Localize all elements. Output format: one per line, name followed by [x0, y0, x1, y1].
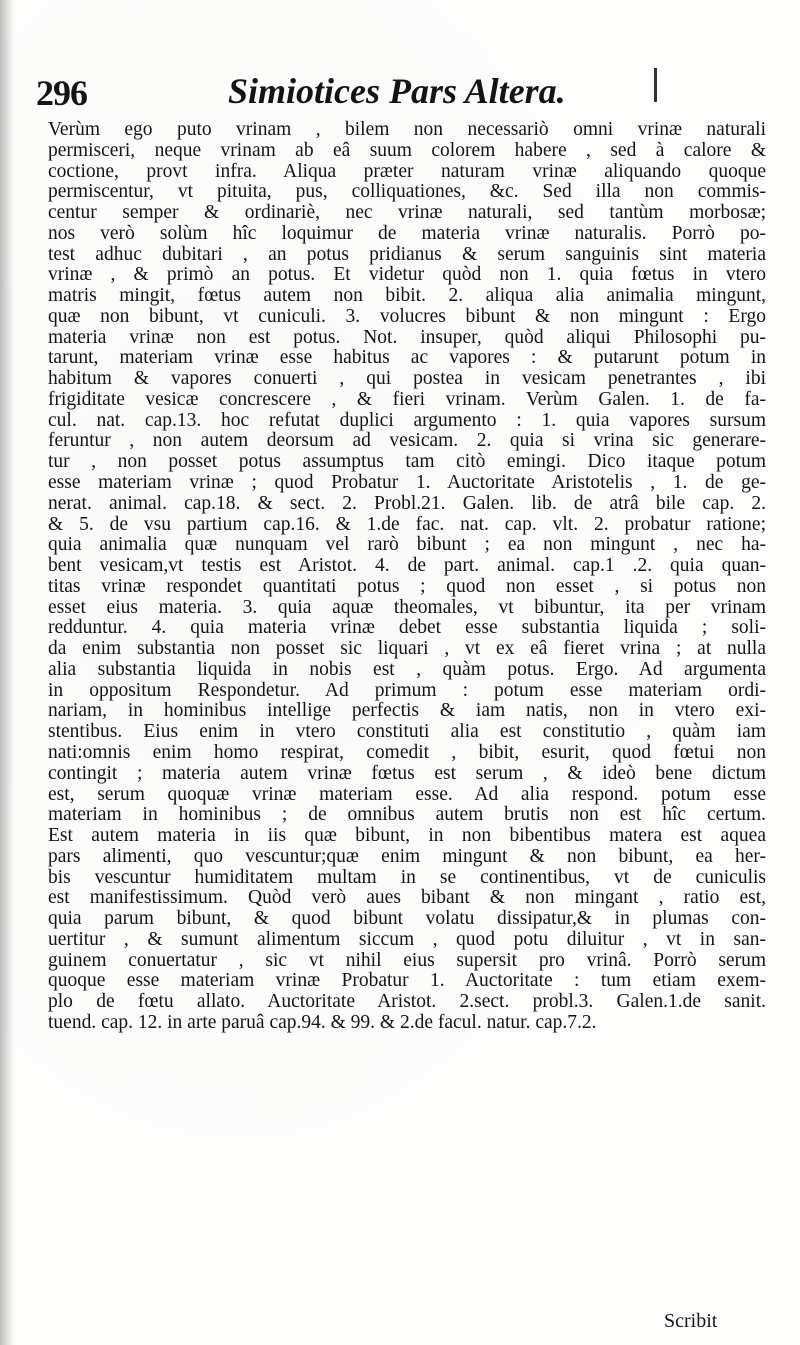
text-line: test adhuc dubitari , an potus pridianus & serum sanguinis sint materia	[48, 244, 766, 265]
text-line: uertitur , & sumunt alimentum siccum , quod potu diluitur , vt in san-	[48, 929, 766, 950]
text-line: est manifestissimum. Quòd verò aues bibant & non mingant , ratio est,	[48, 888, 766, 909]
text-line: redduntur. 4. quia materia vrinæ debet esse substantia liquida ; soli-	[48, 618, 766, 639]
text-line: in oppositum Respondetur. Ad primum : potum esse materiam ordi-	[48, 680, 766, 701]
text-line: plo de fœtu allato. Auctoritate Aristot. 2.sect. probl.3. Galen.1.de sanit.	[48, 992, 766, 1013]
text-line: matris mingit, fœtus autem non bibit. 2. aliqua alia animalia mingunt,	[48, 286, 766, 307]
text-line: quæ non bibunt, vt cuniculi. 3. volucres bibunt & non mingunt : Ergo	[48, 306, 766, 327]
text-line: titas vrinæ respondet quantitati potus ; quod non esset , si potus non	[48, 576, 766, 597]
text-line: permiscentur, vt pituita, pus, colliquationes, &c. Sed illa non commis-	[48, 182, 766, 203]
catchword: Scribit	[664, 1310, 718, 1332]
text-line: pars alimenti, quo vescuntur;quæ enim mingunt & non bibunt, ea her-	[48, 846, 766, 867]
text-line: habitum & vapores conuerti , qui postea in vesicam penetrantes , ibi	[48, 369, 766, 390]
text-line: esse materiam vrinæ ; quod Probatur 1. Auctoritate Aristotelis , 1. de ge-	[48, 473, 766, 494]
page-gutter-shadow	[0, 0, 14, 1345]
text-line: bent vesicam,vt testis est Aristot. 4. de part. animal. cap.1 .2. quia quan-	[48, 556, 766, 577]
page-number: 296	[36, 73, 87, 113]
text-line: quoque esse materiam vrinæ Probatur 1. Auctoritate : tum etiam exem-	[48, 971, 766, 992]
text-line: stentibus. Eius enim in vtero constituti alia est constitutio , quàm iam	[48, 722, 766, 743]
text-line: quia parum bibunt, & quod bibunt volatu dissipatur,& in plumas con-	[48, 909, 766, 930]
text-line: & 5. de vsu partium cap.16. & 1.de fac. nat. cap. vlt. 2. probatur ratione;	[48, 514, 766, 535]
page-header	[32, 66, 772, 114]
text-line: Est autem materia in iis quæ bibunt, in non bibentibus matera est aquea	[48, 826, 766, 847]
text-line: materia vrinæ non est potus. Not. insuper, quòd aliqui Philosophi pu-	[48, 327, 766, 348]
text-line: est, serum quoquæ vrinæ materiam esse. Ad alia respond. potum esse	[48, 784, 766, 805]
text-line: tur , non posset potus assumptus tam citò emingi. Dico itaque potum	[48, 452, 766, 473]
text-line: permisceri, neque vrinam ab eâ suum colorem habere , sed à calore &	[48, 140, 766, 161]
text-line: tuend. cap. 12. in arte paruâ cap.94. & 99. & 2.de facul. natur. cap.7.2.	[48, 1012, 597, 1033]
text-line: guinem conuertatur , sic vt nihil eius supersit pro vrinâ. Porrò serum	[48, 950, 766, 971]
text-line: cul. nat. cap.13. hoc refutat duplici argumento : 1. quia vapores sursum	[48, 410, 766, 431]
text-line: contingit ; materia autem vrinæ fœtus est serum , & ideò bene dictum	[48, 763, 766, 784]
text-line: nati:omnis enim homo respirat, comedit , bibit, esurit, quod fœtui non	[48, 742, 766, 763]
text-line: nos verò solùm hîc loquimur de materia vrinæ naturalis. Porrò po-	[48, 223, 766, 244]
running-head: Simiotices Pars Altera.	[228, 71, 566, 111]
text-line: centur semper & ordinariè, nec vrinæ naturali, sed tantùm morbosæ;	[48, 203, 766, 224]
text-line: nariam, in hominibus intellige perfectis & iam natis, non in vtero exi-	[48, 701, 766, 722]
text-line: feruntur , non autem deorsum ad vesicam. 2. quia si vrina sic generare-	[48, 431, 766, 452]
text-line: vrinæ , & primò an potus. Et videtur quòd non 1. quia fœtus in vtero	[48, 265, 766, 286]
text-line: materiam in hominibus ; de omnibus autem brutis non est hîc certum.	[48, 805, 766, 826]
text-line: esset eius materia. 3. quia aquæ theomales, vt bibuntur, ita per vrinam	[48, 597, 766, 618]
text-line: da enim substantia non posset sic liquari , vt ex eâ fieret vrina ; at nulla	[48, 639, 766, 660]
text-line: tarunt, materiam vrinæ esse habitus ac vapores : & putarunt potum in	[48, 348, 766, 369]
text-line: nerat. animal. cap.18. & sect. 2. Probl.21. Galen. lib. de atrâ bile cap. 2.	[48, 493, 766, 514]
text-line: frigiditate vesicæ concrescere , & fieri vrinam. Verùm Galen. 1. de fa-	[48, 389, 766, 410]
header-rule-mark	[654, 68, 657, 102]
text-line: bis vescuntur humiditatem multam in se continentibus, vt de cuniculis	[48, 867, 766, 888]
text-line: coctione, provt infra. Aliqua præter naturam vrinæ aliquando quoque	[48, 161, 766, 182]
text-line: Verùm ego puto vrinam , bilem non necessariò omni vrinæ naturali	[48, 120, 766, 140]
body-text	[48, 120, 766, 1034]
text-line: alia substantia liquida in nobis est , quàm potus. Ergo. Ad argumenta	[48, 659, 766, 680]
text-line: quia animalia quæ nunquam vel rarò bibunt ; ea non mingunt , nec ha-	[48, 535, 766, 556]
